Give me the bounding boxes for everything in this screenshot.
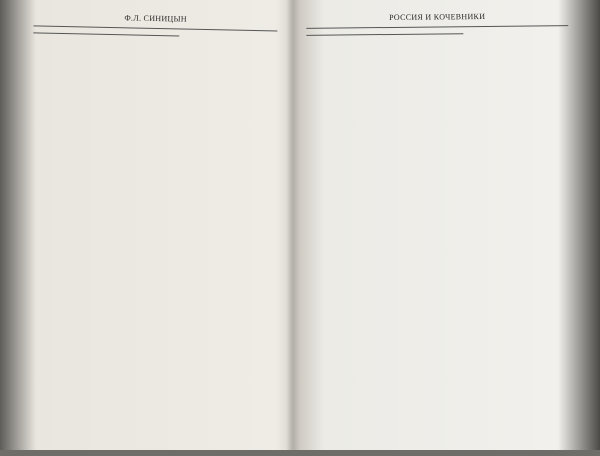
book-gutter (286, 0, 300, 450)
right-footnotes (306, 33, 463, 39)
left-footnotes (33, 32, 179, 39)
left-footnote-list (33, 36, 274, 41)
right-running-head: РОССИЯ И КОЧЕВНИКИ (306, 10, 568, 28)
right-footnote-list (306, 36, 565, 39)
left-running-head: Ф.Л. СИНИЦЫН (33, 10, 277, 31)
right-page (300, 0, 583, 453)
left-page (5, 0, 286, 456)
